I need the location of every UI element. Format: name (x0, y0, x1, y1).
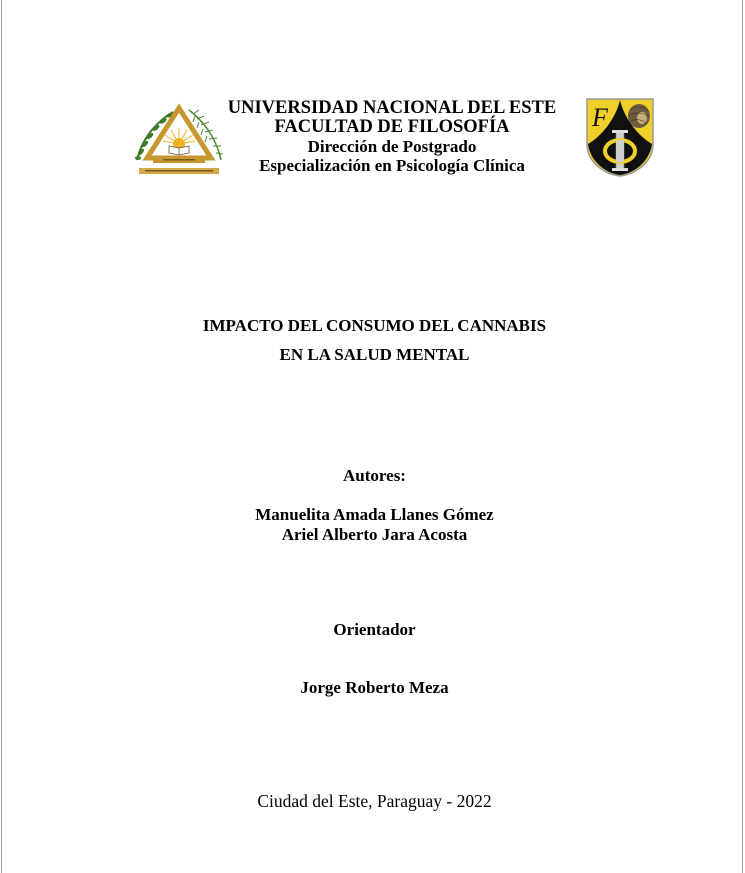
university-seal-icon (133, 102, 225, 177)
advisor-name: Jorge Roberto Meza (300, 678, 449, 697)
institution-header (227, 99, 557, 175)
faculty-shield-icon (584, 96, 656, 178)
document-page (1, 0, 743, 873)
title-line-1: IMPACTO DEL CONSUMO DEL CANNABIS (202, 316, 547, 335)
place-date: Ciudad del Este, Paraguay - 2022 (257, 791, 492, 811)
title-line-2: EN LA SALUD MENTAL (279, 345, 470, 364)
author-name: Ariel Alberto Jara Acosta (281, 525, 468, 544)
university-name: UNIVERSIDAD NACIONAL DEL ESTE (227, 98, 557, 118)
department-name: Dirección de Postgrado (307, 137, 477, 156)
faculty-name: FACULTAD DE FILOSOFÍA (274, 117, 510, 137)
advisor-label: Orientador (333, 620, 416, 639)
authors-label: Autores: (343, 466, 406, 485)
author-name: Manuelita Amada Llanes Gómez (255, 505, 494, 524)
program-name: Especialización en Psicología Clínica (259, 156, 525, 175)
document-title (2, 311, 745, 369)
svg-text:F: F (592, 103, 608, 132)
authors-list (2, 505, 745, 545)
